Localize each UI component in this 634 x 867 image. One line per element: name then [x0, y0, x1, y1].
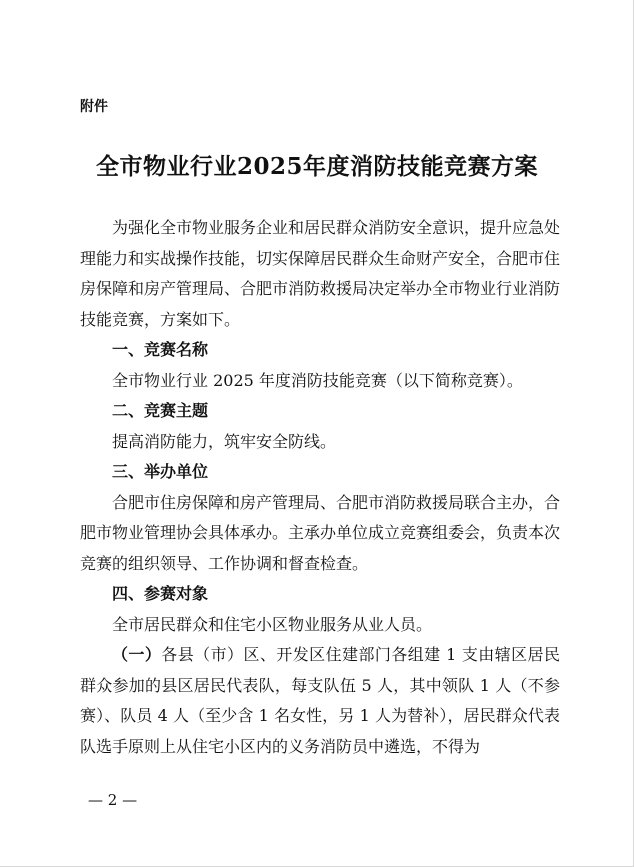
document-body: [80, 213, 560, 762]
section-text-participants: 全市居民群众和住宅小区物业服务从业人员。: [112, 614, 433, 634]
subsection-paragraph: [80, 640, 560, 762]
section-heading-competition-name: 一、竞赛名称: [112, 340, 209, 359]
page-number: — 2 —: [88, 791, 138, 809]
section-text-competition-theme: 提高消防能力，筑牢安全防线。: [112, 431, 337, 451]
section-text-competition-name: 全市物业行业 2025 年度消防技能竞赛（以下简称竞赛）。: [112, 370, 523, 390]
section-heading-organizers: 三、举办单位: [112, 462, 209, 481]
section-text-organizers: 合肥市住房保障和房产管理局、合肥市消防救援局联合主办，合肥市物业管理协会具体承办。主承办单位成立竞赛组委会，负责本次竞赛的组织领导、工作协调和督查检查。: [80, 492, 561, 573]
subsection-text: 各县（市）区、开发区住建部门各组建 1 支由辖区居民群众参加的县区居民代表队，每支队伍 5 人，其中领队 1 人（不参赛）、队员 4 人（至少含 1 名女性，另 1 人为替补），居民群众代表队选手原则上从住宅小区内的义务消防员中遴选，不得为: [80, 645, 560, 756]
intro-paragraph: 为强化全市物业服务企业和居民群众消防安全意识，提升应急处理能力和实战操作技能，切实保障居民群众生命财产安全，合肥市住房保障和房产管理局、合肥市消防救援局决定举办全市物业行业消防技能竞赛，方案如下。: [80, 218, 561, 329]
document-title: 全市物业行业2025年度消防技能竞赛方案: [95, 153, 538, 180]
attachment-label: 附件: [80, 99, 108, 115]
section-heading-participants: 四、参赛对象: [112, 584, 209, 603]
subsection-label: （一）: [112, 645, 162, 664]
section-heading-competition-theme: 二、竞赛主题: [112, 401, 209, 420]
